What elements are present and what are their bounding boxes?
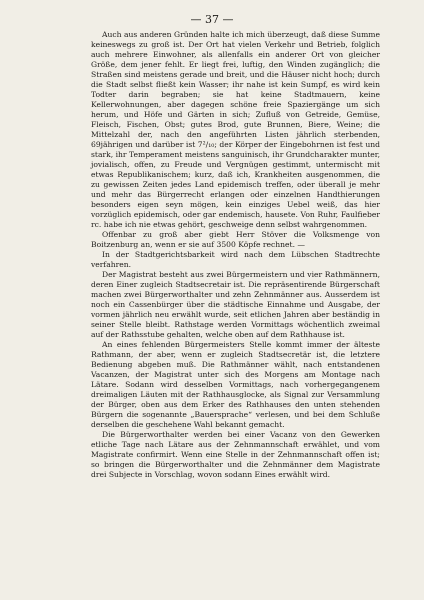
page-number: — 37 — <box>190 13 234 26</box>
paragraph: Der Magistrat besteht aus zwei Bürgermeistern und vier Rathmännern, deren Einer zugleich Stadtsecretair ist. Die repräsentirende Bürgerschaft machen zwei Bürgerworthalter und zehn Zehnmänner aus. Ausserdem ist noch ein Cassenbürger über die städtische Einnahme und Ausgabe, der vormen jährlich neu erwählt wurde, seit etlichen Jahren aber beständig in seiner Stelle bleibt. Rathstage werden Vormittags wöchentlich zweimal auf der Rathsstube gehalten, welche oben auf dem Rathhause ist. <box>91 270 380 339</box>
paragraph: An eines fehlenden Bürgermeisters Stelle kommt immer der älteste Rathmann, der aber, wenn er zugleich Stadtsecretär ist, die letztere Bedienung abgeben muß. Die Rathmänner wählt, nach entstandenen Vacanzen, der Magistrat unter sich des Morgens am Montage nach Lätare. Sodann wird desselben Vormittags, nach vorhergegangenem dreimaligen Läuten mit der Rathhausglocke, als Signal zur Versammlung der Bürger, oben aus dem Erker des Rathhauses den unten stehenden Bürgern die sogenannte „Bauersprache“ verlesen, und bei dem Schluße derselben die geschehene Wahl bekannt gemacht. <box>91 340 380 429</box>
paragraph: Die Bürgerworthalter werden bei einer Vacanz von den Gewerken etliche Tage nach Lätare aus der Zehnmannschaft erwählet, und vom Magistrate confirmirt. Wenn eine Stelle in der Zehnmannschaft offen ist; so bringen die Bürgerworthalter und die Zehnmänner dem Magistrate drei Subjecte in Vorschlag, wovon sodann Eines erwählt wird. <box>91 430 380 479</box>
paragraph: Auch aus anderen Gründen halte ich mich überzeugt, daß diese Summe keineswegs zu groß ist. Der Ort hat vielen Verkehr und Betrieb, folglich auch mehrere Einwohner, als allenfalls ein anderer Ort von gleicher Größe, dem jener fehlt. Er liegt frei, luftig, den Winden zugänglich; die Straßen sind meistens gerade und breit, und die Häuser nicht hoch; durch die Stadt selbst fließt kein Wasser; ihr nahe ist kein Sumpf, es wird kein Todter darin begraben; sie hat keine Stadtmauern, keine Kellerwohnungen, aber dagegen schöne freie Spaziergänge um sich herum, und Höfe und Gärten in sich; Zufluß von Getreide, Gemüse, Fleisch, Fischen, Obst; gutes Brod, gute Brunnen, Biere, Weine; die Mittelzahl der, nach den angeführten Listen jährlich sterbenden, 69jährigen und darüber ist 7²/₁₀; der Körper der Eingebohrnen ist fest und stark, ihr Temperament meistens sanguinisch, ihr Grundcharakter munter, jovialisch, offen, zu Freude und Vergnügen gestimmt, untermischt mit etwas Republikanischem; kurz, daß ich, Krankheiten ausgenommen, die zu gewissen Zeiten jedes Land epidemisch treffen, oder überall je mehr und mehr das Bürgerrecht erlangen oder einzelnen Handthierungen besonders eigen seyn mögen, kein einziges Uebel weiß, das hier vorzüglich epidemisch, oder gar endemisch, hausete. Von Ruhr, Faulfieber rc. habe ich nie etwas gehört, geschweige denn selbst wahrgenommen. <box>91 30 380 229</box>
body-text <box>91 30 380 480</box>
paragraph: Offenbar zu groß aber giebt Herr Stöver die Volksmenge von Boitzenburg an, wenn er sie auf 3500 Köpfe rechnet. — <box>91 230 380 249</box>
paragraph: In der Stadtgerichtsbarkeit wird nach dem Lübschen Stadtrechte verfahren. <box>91 250 380 269</box>
